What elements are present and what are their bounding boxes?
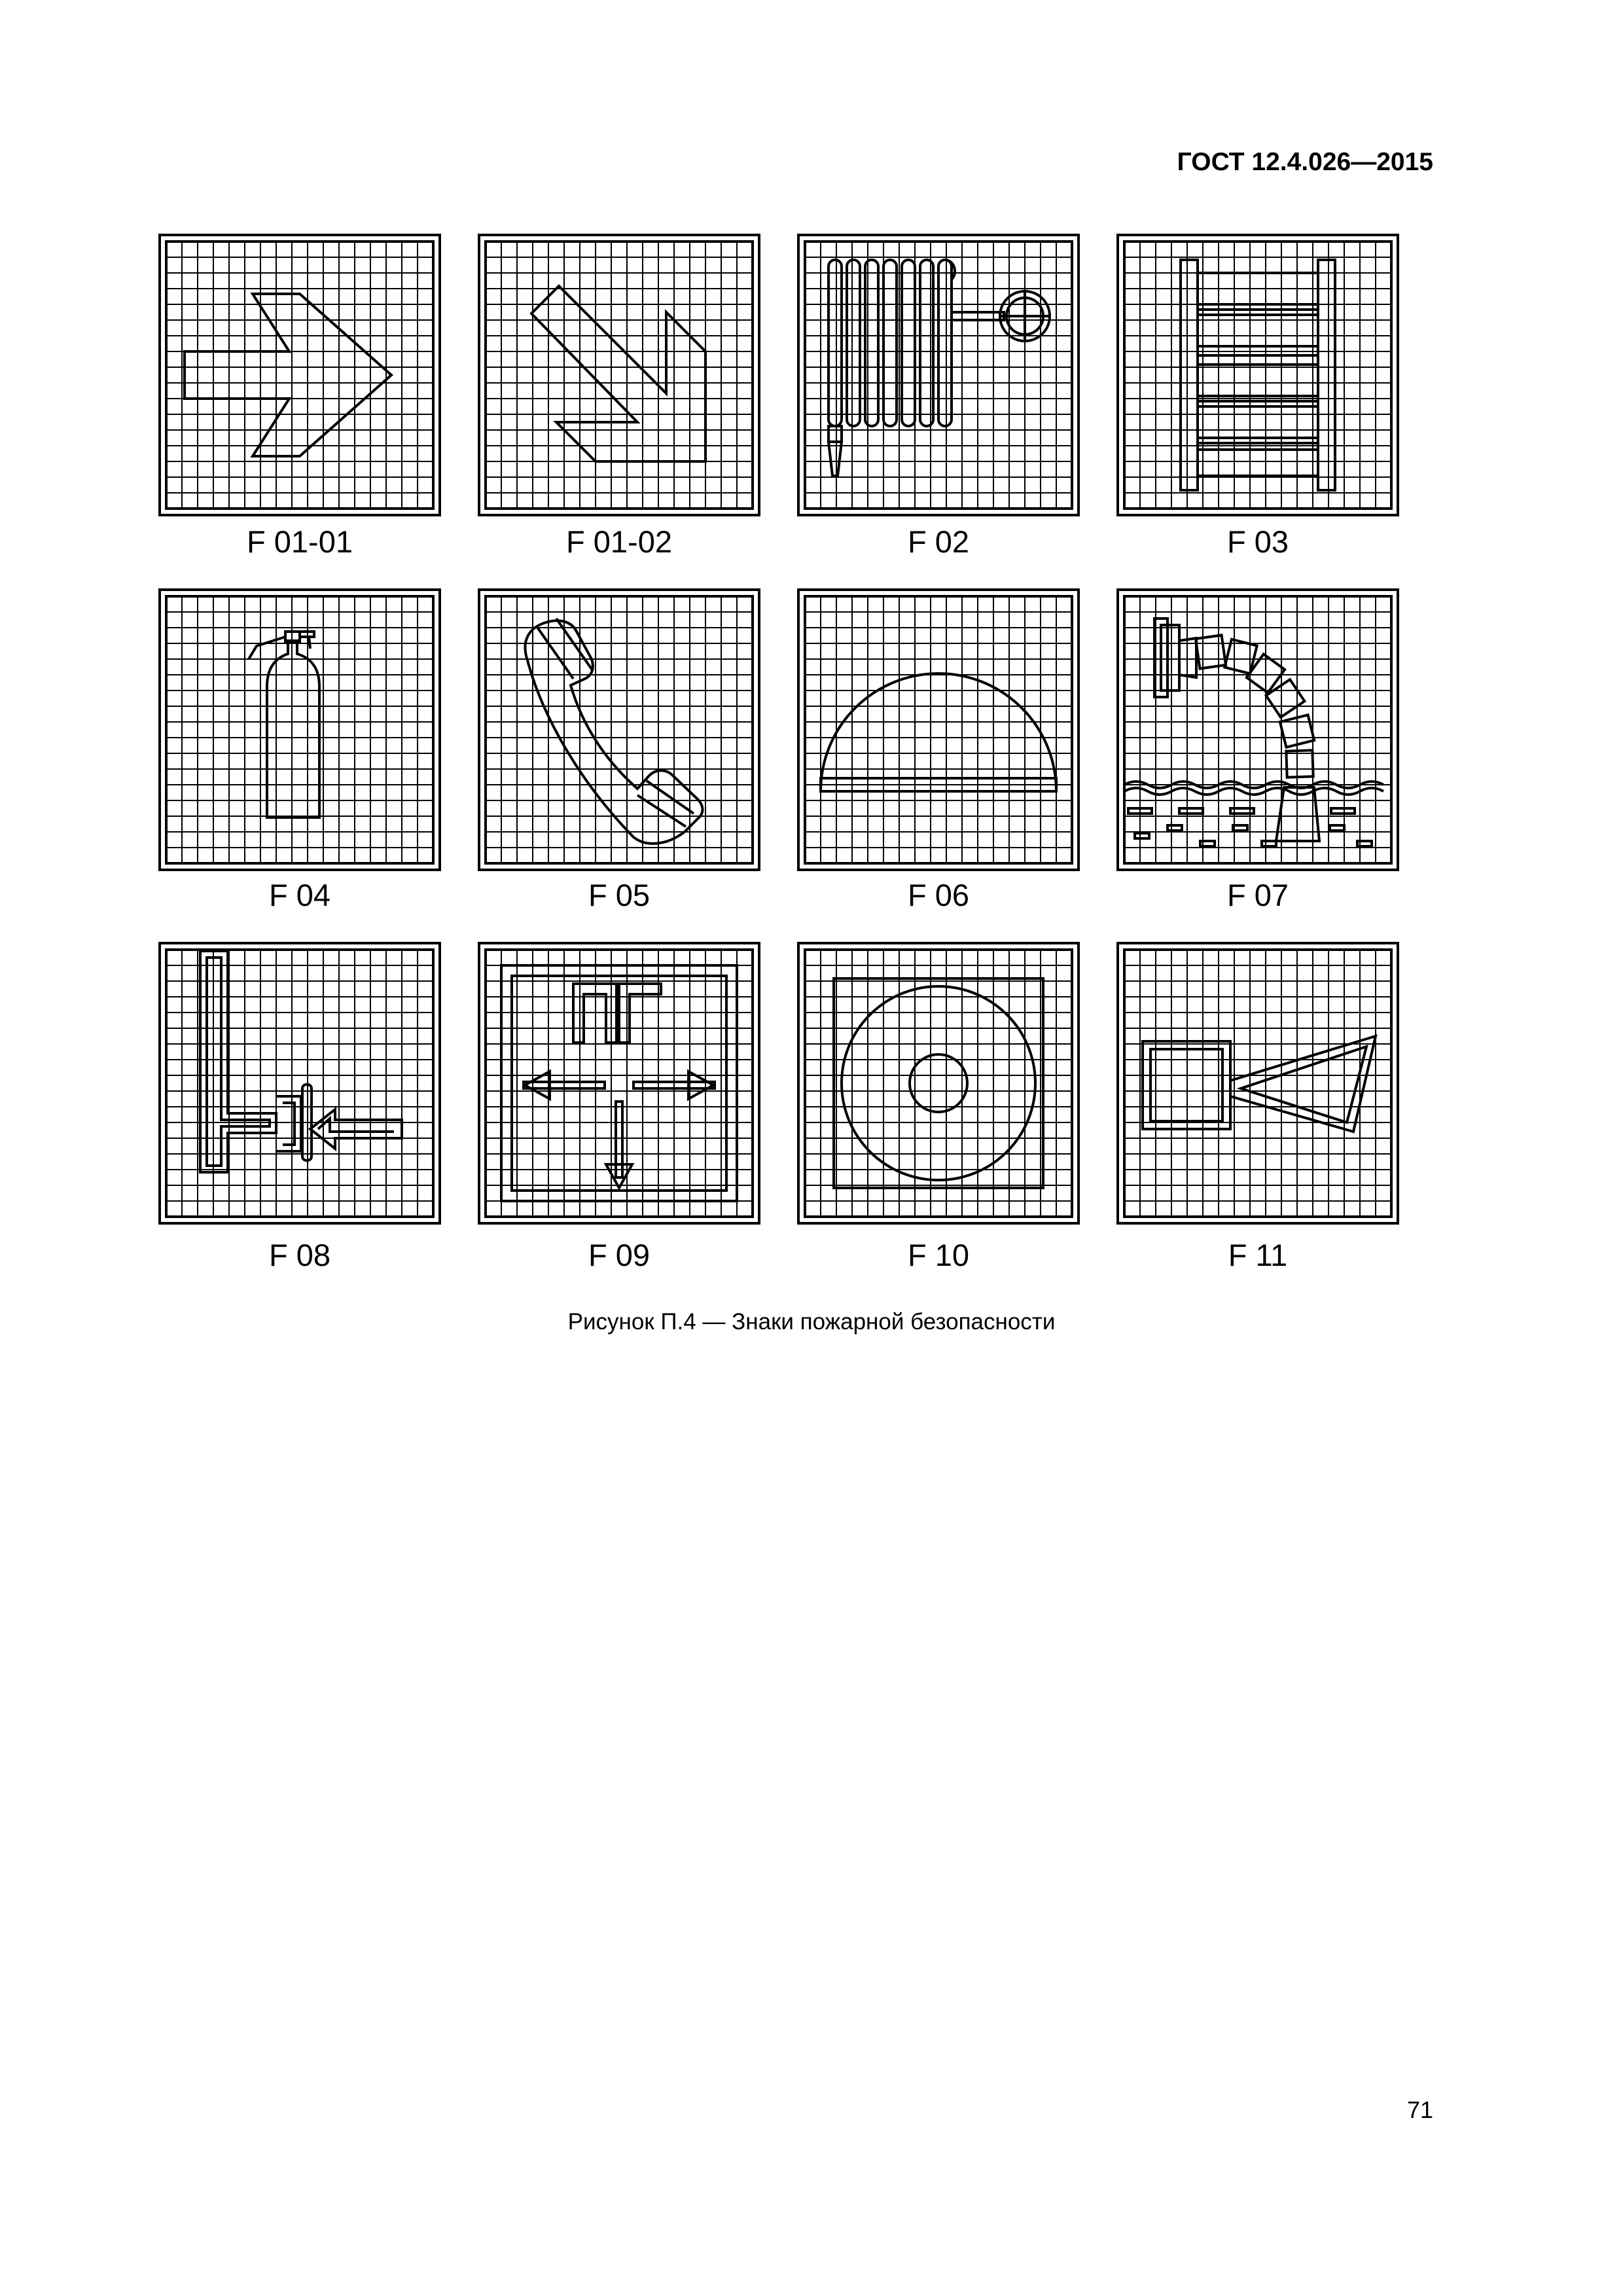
fire-hydrant-icon	[478, 942, 760, 1225]
figure-caption: Рисунок П.4 — Знаки пожарной безопасности	[567, 1309, 1056, 1335]
sign-f07	[1116, 588, 1399, 871]
sign-f01-02	[478, 234, 760, 516]
sign-label: F 10	[907, 1238, 970, 1272]
sign-label: F 01-02	[566, 524, 672, 559]
sign-label: F 08	[268, 1238, 331, 1272]
fire-ladder-icon	[1116, 234, 1399, 516]
sign-f05	[478, 588, 760, 871]
page-header: ГОСТ 12.4.026—2015	[1177, 148, 1433, 176]
manual-call-point-icon	[797, 942, 1080, 1225]
sign-label: F 04	[268, 878, 331, 912]
sign-label: F 02	[907, 524, 970, 559]
arrow-down-right-icon	[478, 234, 760, 516]
sign-f08	[158, 942, 441, 1225]
sign-label: F 09	[588, 1238, 651, 1272]
sign-label: F 03	[1226, 524, 1289, 559]
sign-f02	[797, 234, 1080, 516]
sign-f06	[797, 588, 1080, 871]
sign-label: F 11	[1228, 1238, 1288, 1272]
sign-label: F 05	[588, 878, 651, 912]
sign-label: F 01-01	[247, 524, 353, 559]
sign-f03	[1116, 234, 1399, 516]
dry-riser-connection-icon	[158, 942, 441, 1225]
sign-f09	[478, 942, 760, 1225]
fire-extinguisher-icon	[158, 588, 441, 871]
water-intake-icon	[1116, 588, 1399, 871]
fire-alarm-sounder-icon	[1116, 942, 1399, 1225]
sign-f11	[1116, 942, 1399, 1225]
telephone-handset-icon	[478, 588, 760, 871]
arrow-right-icon	[158, 234, 441, 516]
fire-alarm-button-icon	[797, 588, 1080, 871]
page-number: 71	[1406, 2096, 1433, 2123]
sign-f01-01	[158, 234, 441, 516]
fire-hose-reel-icon	[797, 234, 1080, 516]
sign-f04	[158, 588, 441, 871]
sign-label: F 06	[907, 878, 970, 912]
sign-label: F 07	[1226, 878, 1289, 912]
sign-f10	[797, 942, 1080, 1225]
